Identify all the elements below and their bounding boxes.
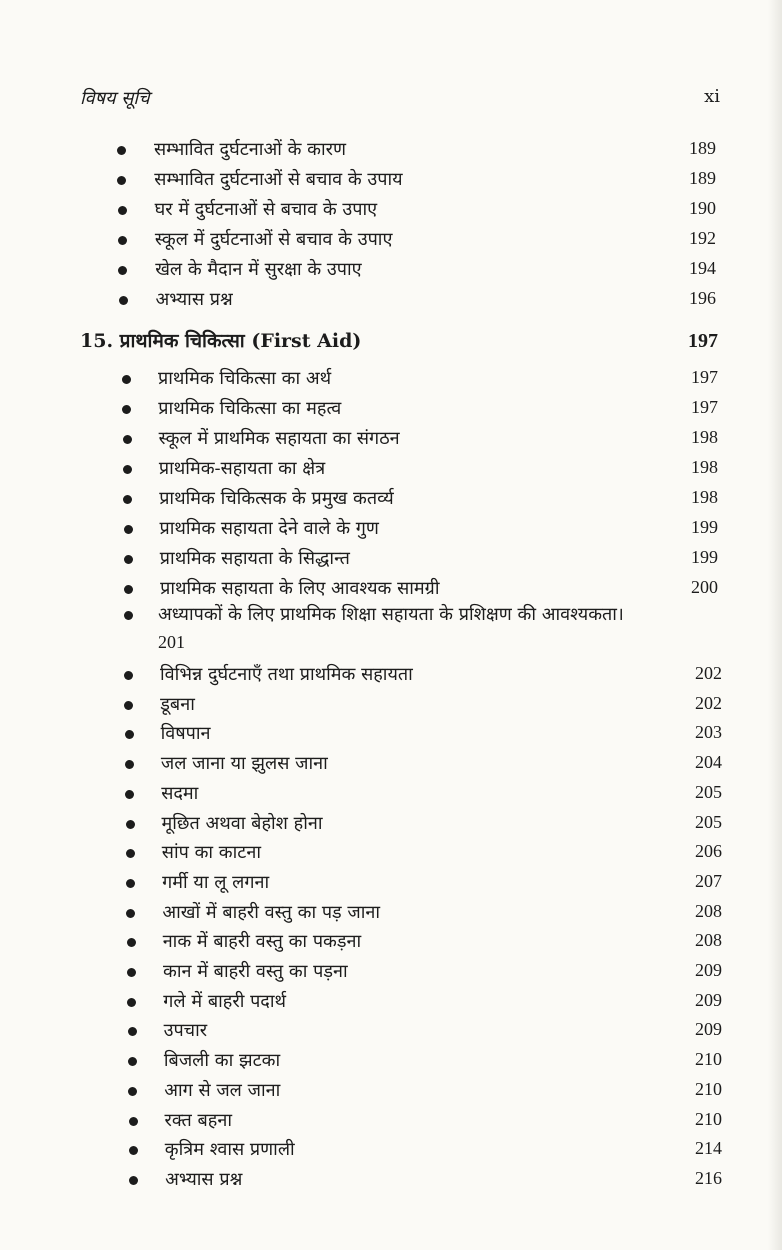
bullet-icon (119, 296, 128, 305)
toc-entry (0, 1135, 782, 1165)
toc-entry-text: घर में दुर्घटनाओं से बचाव के उपाए (154, 199, 378, 220)
bullet-icon (128, 1057, 137, 1066)
toc-entry-text: सांप का काटना (161, 842, 261, 864)
toc-entry-wrapped (0, 600, 782, 630)
toc-entry-text: खेल के मैदान में सुरक्षा के उपाए (155, 259, 362, 280)
bullet-icon (118, 266, 127, 275)
toc-entry (0, 225, 782, 255)
bullet-icon (127, 938, 136, 947)
toc-entry-page-number: 209 (695, 989, 722, 1010)
toc-entry (0, 514, 782, 544)
toc-entry-page-number: 208 (695, 930, 722, 951)
toc-entry-page-number: 199 (691, 517, 718, 537)
toc-entry-page-number: 198 (691, 487, 718, 507)
toc-entry-page-number: 209 (695, 960, 722, 980)
toc-entry-text: प्राथमिक सहायता के सिद्धान्त (159, 548, 350, 569)
toc-entry (0, 1165, 782, 1195)
bullet-icon (124, 555, 133, 564)
bullet-icon (122, 405, 131, 414)
toc-entry (0, 135, 782, 165)
toc-entry-text: गले में बाहरी पदार्थ (163, 990, 287, 1012)
toc-entry-page-number: 196 (689, 288, 716, 308)
bullet-icon (124, 611, 133, 620)
toc-entry-text: प्राथमिक सहायता देने वाले के गुण (159, 518, 379, 539)
bullet-icon (118, 236, 127, 245)
toc-entry (0, 165, 782, 195)
bullet-icon (126, 909, 135, 918)
bullet-icon (124, 701, 133, 710)
toc-entry-text: विषपान (160, 723, 211, 745)
toc-entry (0, 195, 782, 225)
toc-entry-text: अध्यापकों के लिए प्राथमिक शिक्षा सहायता के प्रशिक्षण की आवश्यकता। (158, 604, 624, 625)
chapter-heading (80, 325, 720, 357)
toc-entry-page-number: 190 (689, 198, 716, 218)
bullet-icon (127, 968, 136, 977)
toc-entry-page-number: 192 (689, 228, 716, 248)
toc-entry-page-number: 205 (695, 781, 722, 802)
toc-entry (0, 690, 782, 720)
toc-entry-page-number: 207 (695, 870, 722, 891)
bullet-icon (117, 146, 126, 155)
toc-entry-page-number: 198 (691, 427, 718, 447)
toc-entry-page-number: 210 (695, 1108, 722, 1129)
toc-entry-text: आखों में बाहरी वस्तु का पड़ जाना (162, 901, 381, 923)
toc-entry (0, 255, 782, 285)
toc-entry-text: स्कूल में दुर्घटनाओं से बचाव के उपाए (154, 229, 393, 250)
toc-entry (0, 394, 782, 424)
toc-entry-page-number: 198 (691, 457, 718, 477)
toc-entry-page-number: 203 (695, 722, 722, 743)
toc-entry (0, 544, 782, 574)
toc-entry-page-number: 189 (689, 138, 716, 158)
toc-entry (0, 779, 782, 809)
bullet-icon (125, 790, 134, 799)
toc-entry-text: सम्भावित दुर्घटनाओं के कारण (154, 139, 346, 160)
toc-entry-page-number: 210 (695, 1078, 722, 1099)
toc-entry (0, 749, 782, 779)
toc-entry-text: कान में बाहरी वस्तु का पड़ना (163, 961, 348, 982)
toc-entry-text: रक्त बहना (164, 1109, 232, 1131)
bullet-icon (123, 465, 132, 474)
toc-entry (0, 424, 782, 454)
toc-entry (0, 484, 782, 514)
toc-entry (0, 660, 782, 690)
toc-entry-page-number: 206 (695, 841, 722, 862)
bullet-icon (123, 495, 132, 504)
toc-entry-text: उपचार (163, 1020, 208, 1042)
toc-entry (0, 1106, 782, 1136)
toc-entry-text: प्राथमिक चिकित्सा का महत्व (158, 398, 342, 419)
toc-entry-text: बिजली का झटका (163, 1050, 281, 1072)
toc-entry-text: प्राथमिक-सहायता का क्षेत्र (158, 458, 326, 479)
toc-entry (0, 927, 782, 957)
toc-entry-page-number: 197 (691, 367, 718, 387)
toc-entry-page-number: 199 (691, 547, 718, 567)
toc-entry (0, 1076, 782, 1106)
toc-entry-text: सम्भावित दुर्घटनाओं से बचाव के उपाय (154, 169, 403, 190)
bullet-icon (124, 585, 133, 594)
toc-entry-page-number: 197 (691, 397, 718, 417)
bullet-icon (126, 879, 135, 888)
toc-entry-text: प्राथमिक चिकित्सक के प्रमुख कतर्व्य (159, 488, 394, 509)
bullet-icon (122, 375, 131, 384)
toc-entry-text: डूबना (160, 693, 195, 715)
header-title: विषय सूचि (80, 88, 150, 109)
toc-entry-text: आग से जल जाना (164, 1079, 281, 1101)
toc-entry (0, 719, 782, 749)
toc-entry-text: गर्मी या लू लगना (162, 871, 270, 893)
bullet-icon (125, 730, 134, 739)
toc-entry-text: नाक में बाहरी वस्तु का पकड़ना (162, 931, 362, 953)
toc-entry-page-number: 202 (695, 692, 722, 713)
toc-entry-page-number: 194 (689, 258, 716, 278)
toc-entry (0, 957, 782, 987)
toc-entry-page-number: 201 (158, 632, 185, 652)
toc-entry-page-number: 202 (695, 663, 722, 683)
toc-entry-text: मूछित अथवा बेहोश होना (161, 812, 323, 834)
toc-entry-page-number: 200 (691, 577, 718, 597)
toc-entry-text: कृत्रिम श्वास प्रणाली (164, 1139, 295, 1161)
bullet-icon (129, 1117, 138, 1126)
toc-entry-text: स्कूल में प्राथमिक सहायता का संगठन (158, 428, 400, 449)
toc-entry (0, 838, 782, 868)
toc-entry-text: अभ्यास प्रश्न (165, 1168, 243, 1190)
toc-entry (0, 1016, 782, 1046)
bullet-icon (124, 525, 133, 534)
toc-entry-text: सदमा (161, 782, 199, 804)
bullet-icon (118, 206, 127, 215)
bullet-icon (129, 1176, 138, 1185)
page-header (80, 86, 720, 116)
bullet-icon (126, 849, 135, 858)
header-page-number: xi (704, 86, 720, 107)
toc-entry (0, 285, 782, 315)
toc-entry-text: प्राथमिक सहायता के लिए आवश्यक सामग्री (160, 578, 440, 599)
toc-entry-text: जल जाना या झुलस जाना (160, 753, 328, 775)
bullet-icon (117, 176, 126, 185)
toc-entry-page-number: 205 (695, 811, 722, 832)
toc-entry-page-number: 216 (695, 1167, 722, 1188)
toc-entry (0, 1046, 782, 1076)
toc-entry-text: अभ्यास प्रश्न (155, 289, 233, 310)
bullet-icon (125, 760, 134, 769)
toc-entry-page-number: 189 (689, 168, 716, 188)
toc-entry-page-number: 208 (695, 900, 722, 921)
toc-entry (0, 898, 782, 928)
bullet-icon (123, 435, 132, 444)
bullet-icon (128, 1027, 137, 1036)
chapter-page-number: 197 (688, 330, 718, 352)
toc-entry (0, 868, 782, 898)
toc-entry-text: विभिन्न दुर्घटनाएँ तथा प्राथमिक सहायता (160, 664, 413, 685)
toc-entry-page-number: 209 (695, 1019, 722, 1040)
bullet-icon (128, 1087, 137, 1096)
toc-entry-text: प्राथमिक चिकित्सा का अर्थ (158, 368, 332, 389)
chapter-title: 15. प्राथमिक चिकित्सा (First Aid) (80, 330, 362, 352)
toc-entry-page-number: 210 (695, 1049, 722, 1070)
toc-entry (0, 809, 782, 839)
bullet-icon (124, 671, 133, 680)
toc-entry (0, 454, 782, 484)
toc-entry (0, 364, 782, 394)
toc-entry-page-number: 204 (695, 752, 722, 773)
bullet-icon (129, 1146, 138, 1155)
toc-entry (0, 987, 782, 1017)
toc-entry-page-number: 214 (695, 1138, 722, 1159)
bullet-icon (126, 820, 135, 829)
bullet-icon (127, 998, 136, 1007)
